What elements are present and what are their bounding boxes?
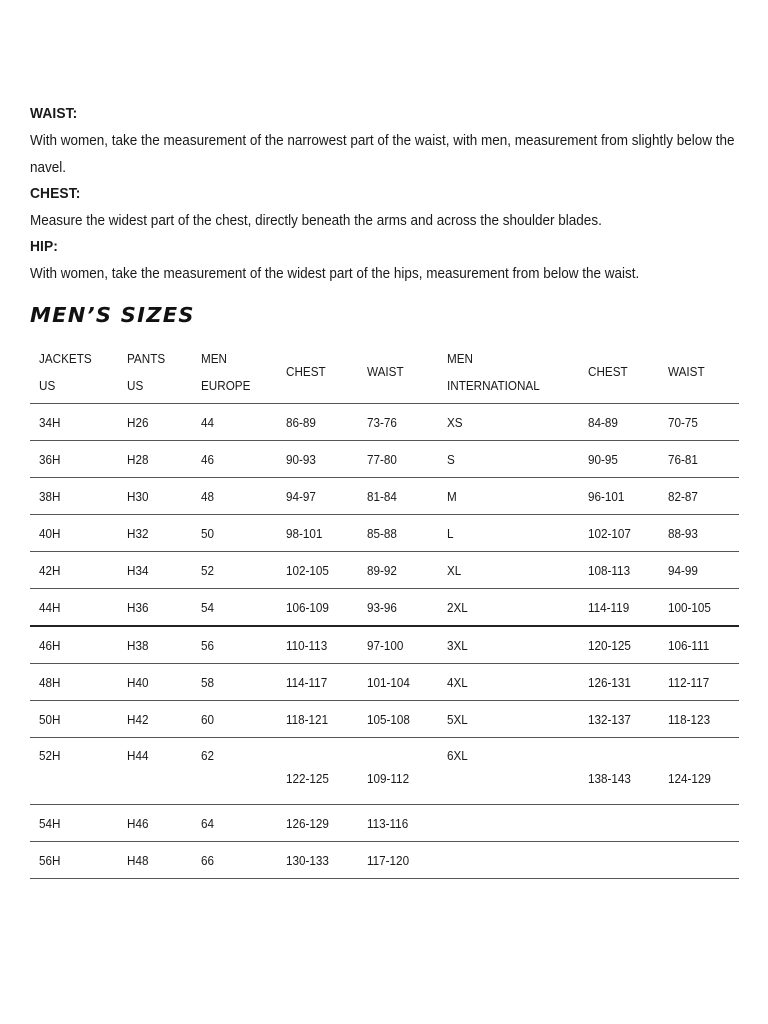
table-cell: 118-121 [277, 701, 358, 738]
header-intl-waist: WAIST [659, 340, 739, 404]
table-cell: 90-95 [579, 441, 659, 478]
table-cell: 118-123 [659, 701, 739, 738]
table-cell: 40H [30, 515, 118, 552]
table-cell [659, 805, 739, 842]
hip-term: HIP: [30, 238, 58, 255]
table-row [30, 515, 739, 552]
table-cell: 84-89 [579, 404, 659, 441]
table-cell: 94-97 [277, 478, 358, 515]
table-cell: 122-125 [277, 738, 358, 805]
table-cell: 117-120 [358, 842, 438, 879]
table-cell: XS [438, 404, 579, 441]
table-cell: 130-133 [277, 842, 358, 879]
table-cell: 64 [192, 805, 277, 842]
table-cell: H40 [118, 664, 192, 701]
table-cell: H48 [118, 842, 192, 879]
table-cell: 106-109 [277, 589, 358, 627]
table-cell: 54 [192, 589, 277, 627]
waist-description: With women, take the measurement of the narrowest part of the waist, with men, measurement from slightly below the navel. [30, 132, 735, 176]
table-cell: 106-111 [659, 626, 739, 664]
table-cell: 101-104 [358, 664, 438, 701]
table-cell: 109-112 [358, 738, 438, 805]
table-cell: 6XL [438, 738, 579, 805]
table-cell: 124-129 [659, 738, 739, 805]
mens-sizes-title: MEN’S SIZES [30, 303, 195, 327]
table-cell: H26 [118, 404, 192, 441]
header-jackets-us: JACKETS US [30, 340, 118, 404]
table-cell: 46H [30, 626, 118, 664]
table-cell: 114-119 [579, 589, 659, 627]
table-cell: H42 [118, 701, 192, 738]
table-row [30, 701, 739, 738]
table-cell: 100-105 [659, 589, 739, 627]
table-cell: 2XL [438, 589, 579, 627]
table-row [30, 738, 739, 805]
table-cell: 38H [30, 478, 118, 515]
table-row [30, 589, 739, 627]
header-pants-us: PANTS US [118, 340, 192, 404]
table-row [30, 478, 739, 515]
table-cell: 58 [192, 664, 277, 701]
table-cell: 96-101 [579, 478, 659, 515]
table-row [30, 552, 739, 589]
table-cell: H46 [118, 805, 192, 842]
header-waist: WAIST [358, 340, 438, 404]
table-cell: H38 [118, 626, 192, 664]
header-men-europe: MEN EUROPE [192, 340, 277, 404]
table-row [30, 404, 739, 441]
table-cell: 4XL [438, 664, 579, 701]
table-cell: 44H [30, 589, 118, 627]
table-cell: 126-129 [277, 805, 358, 842]
table-cell: 108-113 [579, 552, 659, 589]
table-cell: M [438, 478, 579, 515]
table-cell: H28 [118, 441, 192, 478]
table-cell: 50 [192, 515, 277, 552]
chest-term: CHEST: [30, 185, 81, 202]
table-cell: 110-113 [277, 626, 358, 664]
table-cell: 48H [30, 664, 118, 701]
table-cell: 60 [192, 701, 277, 738]
table-cell: 56H [30, 842, 118, 879]
table-cell: 120-125 [579, 626, 659, 664]
table-cell: 102-105 [277, 552, 358, 589]
table-cell: 52 [192, 552, 277, 589]
table-cell: 94-99 [659, 552, 739, 589]
table-cell: 138-143 [579, 738, 659, 805]
table-cell: 90-93 [277, 441, 358, 478]
table-cell: 97-100 [358, 626, 438, 664]
table-cell: 126-131 [579, 664, 659, 701]
mens-size-table [30, 340, 739, 879]
table-cell: 113-116 [358, 805, 438, 842]
table-cell: 70-75 [659, 404, 739, 441]
table-cell: H36 [118, 589, 192, 627]
table-cell: 82-87 [659, 478, 739, 515]
table-cell [438, 805, 579, 842]
header-men-international: MEN INTERNATIONAL [438, 340, 579, 404]
waist-term: WAIST: [30, 105, 78, 122]
table-cell: 112-117 [659, 664, 739, 701]
table-cell: XL [438, 552, 579, 589]
table-cell: 86-89 [277, 404, 358, 441]
table-cell: 105-108 [358, 701, 438, 738]
table-row [30, 441, 739, 478]
table-cell: H44 [118, 738, 192, 805]
table-cell: 88-93 [659, 515, 739, 552]
table-cell: 98-101 [277, 515, 358, 552]
table-cell: L [438, 515, 579, 552]
table-cell: H32 [118, 515, 192, 552]
table-cell: 52H [30, 738, 118, 805]
table-cell: 76-81 [659, 441, 739, 478]
table-row [30, 664, 739, 701]
table-cell: 114-117 [277, 664, 358, 701]
table-cell [438, 842, 579, 879]
table-cell: 89-92 [358, 552, 438, 589]
table-cell: 5XL [438, 701, 579, 738]
table-cell: 81-84 [358, 478, 438, 515]
table-cell: 73-76 [358, 404, 438, 441]
table-cell: 77-80 [358, 441, 438, 478]
table-cell: 85-88 [358, 515, 438, 552]
table-cell [579, 842, 659, 879]
header-chest: CHEST [277, 340, 358, 404]
measurement-instructions [30, 101, 739, 287]
table-cell: 3XL [438, 626, 579, 664]
table-row [30, 805, 739, 842]
table-row [30, 842, 739, 879]
table-header-row [30, 340, 739, 404]
table-row [30, 626, 739, 664]
table-cell: 44 [192, 404, 277, 441]
table-cell: 54H [30, 805, 118, 842]
table-cell: 34H [30, 404, 118, 441]
table-cell: 66 [192, 842, 277, 879]
table-cell: 102-107 [579, 515, 659, 552]
table-cell: 56 [192, 626, 277, 664]
hip-description: With women, take the measurement of the widest part of the hips, measurement from below the waist. [30, 265, 640, 282]
table-cell: 62 [192, 738, 277, 805]
table-cell: 48 [192, 478, 277, 515]
table-body [30, 404, 739, 879]
table-cell [659, 842, 739, 879]
table-cell: H34 [118, 552, 192, 589]
table-cell: S [438, 441, 579, 478]
chest-description: Measure the widest part of the chest, directly beneath the arms and across the shoulder blades. [30, 212, 602, 229]
table-cell: 46 [192, 441, 277, 478]
table-cell: 36H [30, 441, 118, 478]
table-cell: 132-137 [579, 701, 659, 738]
table-cell: 50H [30, 701, 118, 738]
table-cell: 93-96 [358, 589, 438, 627]
table-cell: H30 [118, 478, 192, 515]
table-cell: 42H [30, 552, 118, 589]
table-cell [579, 805, 659, 842]
header-intl-chest: CHEST [579, 340, 659, 404]
